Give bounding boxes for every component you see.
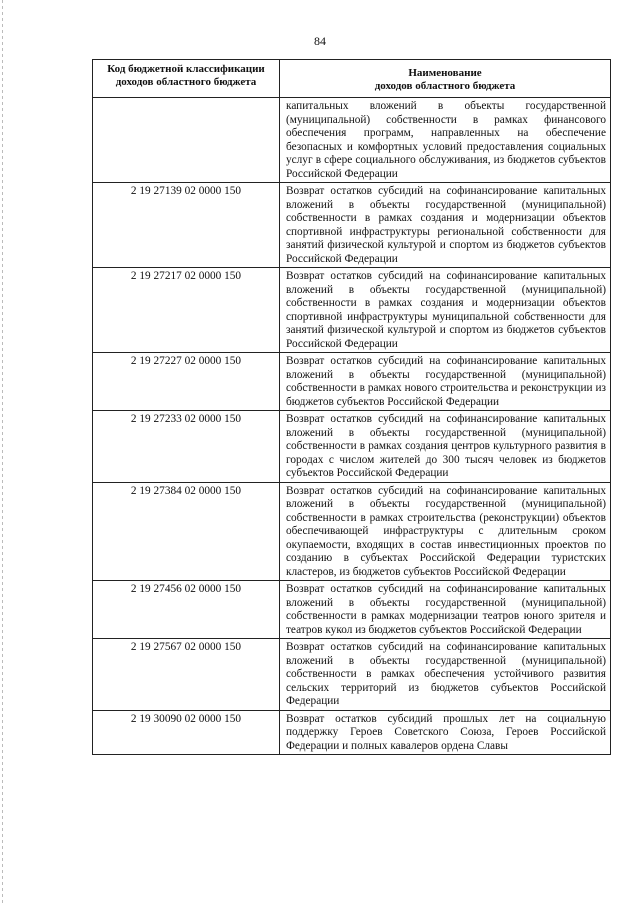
row-description: Возврат остатков субсидий на софинансирование капитальных вложений в объекты государственной (муниципальной) собственности в рамках создания и модернизации объектов спортивной инфраструктуры региональной собственности для занятий физической культурой и спортом из бюджетов субъектов Российской Федерации xyxy=(280,183,611,268)
row-description: Возврат остатков субсидий на софинансирование капитальных вложений в объекты государственной (муниципальной) собственности в рамках создания центров культурного развития в городах с числом жителей до 300 тысяч человек из бюджетов субъектов Российской Федерации xyxy=(280,411,611,483)
row-code: 2 19 30090 02 0000 150 xyxy=(93,710,280,755)
budget-classification-table xyxy=(92,59,611,755)
row-code: 2 19 27217 02 0000 150 xyxy=(93,268,280,353)
row-code: 2 19 27227 02 0000 150 xyxy=(93,353,280,411)
header-name xyxy=(280,60,611,98)
table-row xyxy=(93,268,611,353)
row-description: капитальных вложений в объекты государственной (муниципальной) собственности в рамках финансового обеспечения программ, направленных на обеспечение безопасных и комфортных условий предоставления социальных услуг в сфере социального обслуживания, из бюджетов субъектов Российской Федерации xyxy=(280,98,611,183)
row-code: 2 19 27139 02 0000 150 xyxy=(93,183,280,268)
table-row xyxy=(93,639,611,711)
row-description: Возврат остатков субсидий прошлых лет на социальную поддержку Героев Советского Союза, Героев Российской Федерации и полных кавалеров ордена Славы xyxy=(280,710,611,755)
row-description: Возврат остатков субсидий на софинансирование капитальных вложений в объекты государственной (муниципальной) собственности в рамках нового строительства и реконструкции из бюджетов субъектов Российской Федерации xyxy=(280,353,611,411)
row-description: Возврат остатков субсидий на софинансирование капитальных вложений в объекты государственной (муниципальной) собственности в рамках строительства (реконструкции) объектов обеспечивающей инфраструктуры с длительным сроком окупаемости, входящих в состав инвестиционных проектов по созданию в субъектах Российской Федерации туристских кластеров, из бюджетов субъектов Российской Федерации xyxy=(280,482,611,581)
header-name-line2: доходов областного бюджета xyxy=(374,80,516,92)
row-description: Возврат остатков субсидий на софинансирование капитальных вложений в объекты государственной (муниципальной) собственности в рамках модернизации театров юного зрителя и театров кукол из бюджетов субъектов Российской Федерации xyxy=(280,581,611,639)
row-code: 2 19 27384 02 0000 150 xyxy=(93,482,280,581)
row-description: Возврат остатков субсидий на софинансирование капитальных вложений в объекты государственной (муниципальной) собственности в рамках обеспечения устойчивого развития сельских территорий из бюджетов субъектов Российской Федерации xyxy=(280,639,611,711)
header-code: Код бюджетной классификации доходов областного бюджета xyxy=(93,60,280,98)
row-code xyxy=(93,98,280,183)
table-row xyxy=(93,183,611,268)
table-header-row xyxy=(93,60,611,98)
table-row xyxy=(93,353,611,411)
table-row xyxy=(93,411,611,483)
left-edge-dotted-line xyxy=(2,0,3,905)
row-code: 2 19 27233 02 0000 150 xyxy=(93,411,280,483)
header-name-line1: Наименование xyxy=(408,67,482,79)
table-row xyxy=(93,98,611,183)
row-code: 2 19 27567 02 0000 150 xyxy=(93,639,280,711)
row-description: Возврат остатков субсидий на софинансирование капитальных вложений в объекты государственной (муниципальной) собственности в рамках создания и модернизации объектов спортивной инфраструктуры муниципальной собственности для занятий физической культурой и спортом из бюджетов субъектов Российской Федерации xyxy=(280,268,611,353)
table-row xyxy=(93,482,611,581)
page-number: 84 xyxy=(314,34,326,48)
table-row xyxy=(93,710,611,755)
table-row xyxy=(93,581,611,639)
row-code: 2 19 27456 02 0000 150 xyxy=(93,581,280,639)
